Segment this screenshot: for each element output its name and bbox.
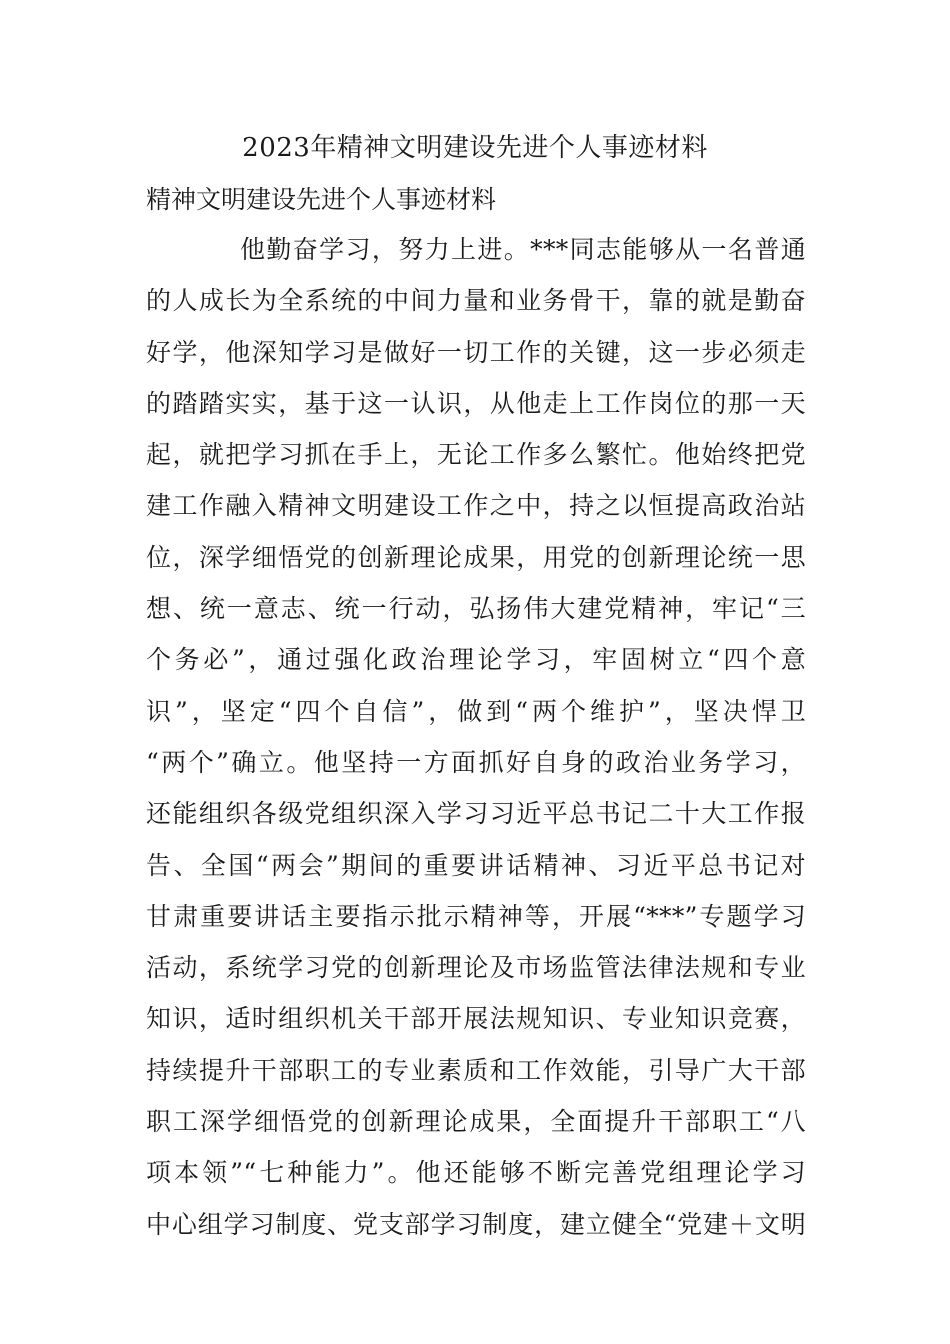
- text-line: 位，深学细悟党的创新理论成果，用党的创新理论统一思: [146, 542, 806, 572]
- text-line: 想、统一意志、统一行动，弘扬伟大建党精神，牢记“三: [146, 594, 806, 624]
- text-line: 职工深学细悟党的创新理论成果，全面提升干部职工“八: [146, 1107, 806, 1137]
- text-line: 活动，系统学习党的创新理论及市场监管法律法规和专业: [146, 953, 806, 983]
- text-line: 告、全国“两会”期间的重要讲话精神、习近平总书记对: [146, 850, 806, 880]
- document-subtitle: 精神文明建设先进个人事迹材料: [146, 185, 497, 214]
- text-line: 知识，适时组织机关干部开展法规知识、专业知识竞赛，: [146, 1004, 806, 1034]
- text-line: 的人成长为全系统的中间力量和业务骨干，靠的就是勤奋: [146, 286, 806, 316]
- text-line: 起，就把学习抓在手上，无论工作多么繁忙。他始终把党: [146, 440, 806, 470]
- body-paragraph: [146, 230, 806, 1256]
- document-title: 2023年精神文明建设先进个人事迹材料: [242, 133, 708, 163]
- text-line: 的踏踏实实，基于这一认识，从他走上工作岗位的那一天: [146, 388, 806, 418]
- text-line: “两个”确立。他坚持一方面抓好自身的政治业务学习，: [146, 747, 806, 777]
- text-line: 项本领”“七种能力”。他还能够不断完善党组理论学习: [146, 1158, 806, 1188]
- text-line: 还能组织各级党组织深入学习习近平总书记二十大工作报: [146, 799, 806, 829]
- text-line: 他勤奋学习，努力上进。***同志能够从一名普通: [240, 235, 806, 264]
- text-line: 识”，坚定“四个自信”，做到“两个维护”，坚决悍卫: [146, 696, 806, 726]
- text-line: 中心组学习制度、党支部学习制度，建立健全“党建＋文明: [146, 1209, 806, 1239]
- text-line: 好学，他深知学习是做好一切工作的关键，这一步必须走: [146, 337, 806, 367]
- text-line: 建工作融入精神文明建设工作之中，持之以恒提高政治站: [146, 491, 806, 521]
- text-line: 个务必”，通过强化政治理论学习，牢固树立“四个意: [146, 645, 806, 675]
- text-line: 持续提升干部职工的专业素质和工作效能，引导广大干部: [146, 1055, 806, 1085]
- text-line: 甘肃重要讲话主要指示批示精神等，开展“***”专题学习: [146, 901, 806, 931]
